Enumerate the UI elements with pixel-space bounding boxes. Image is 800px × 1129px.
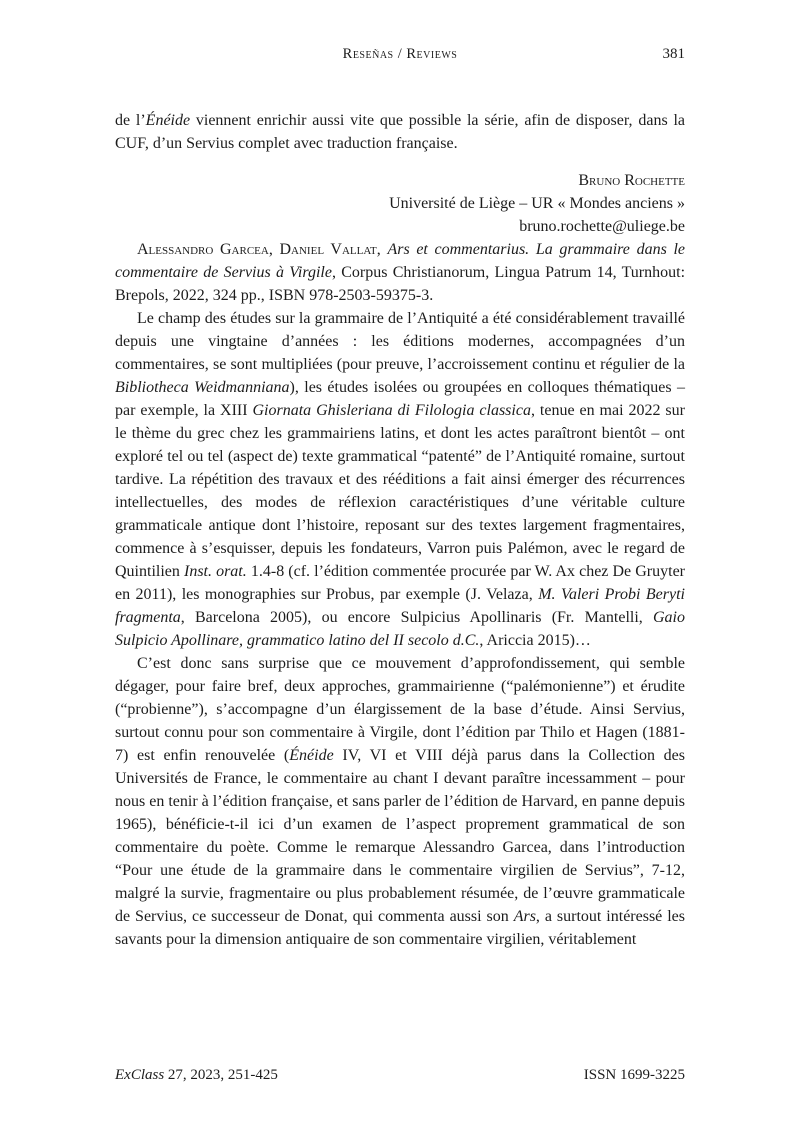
signature-block (115, 169, 685, 238)
section-title: Reseñas / Reviews (342, 46, 458, 62)
issn: ISSN 1699-3225 (583, 1067, 685, 1083)
review-bibliographic-heading: Alessandro Garcea, Daniel Vallat, Ars et commentarius. La grammaire dans le commentaire de Servius à Virgile, Corpus Christianorum, Lingua Patrum 14, Turnhout: Brepols, 2022, 324 pp., ISBN 978-2503-59375-3. (115, 241, 686, 304)
running-head (115, 43, 685, 66)
review-paragraph-1: Le champ des études sur la grammaire de l’Antiquité a été considérablement travaillé depuis une vingtaine d’années : les éditions modernes, accompagnées d’un commentaires, se sont multipliées (pour preuve, l’accroissement continu et régulier de la Bibliotheca Weidmanniana), les études isolées ou groupées en colloques thématiques – par exemple, la XIII Giornata Ghisleriana di Filologia classica, tenue en mai 2022 sur le thème du grec chez les grammairiens latins, et dont les actes paraîtront bientôt – ont exploré tel ou tel (aspect de) texte grammatical “patenté” de l’Antiquité romaine, surtout tardive. La répétition des travaux et des rééditions a fait ainsi émerger des récurrences intellectuelles, des modes de réflexion caractéristiques d’une véritable culture grammaticale antique dont l’histoire, reposant sur des textes largement fragmentaires, commence à s’esquisser, depuis les fondateurs, Varron puis Palémon, avec le regard de Quintilien Inst. orat. 1.4-8 (cf. l’édition commentée procurée par W. Ax chez De Gruyter en 2011), les monographies sur Probus, par exemple (J. Velaza, M. Valeri Probi Beryti fragmenta, Barcelona 2005), ou encore Sulpicius Apollinaris (Fr. Mantelli, Gaio Sulpicio Apollinare, grammatico latino del II secolo d.C., Ariccia 2015)… (115, 310, 686, 649)
reviewer-name: Bruno Rochette (578, 172, 685, 189)
reviewer-email: bruno.rochette@uliege.be (519, 218, 685, 235)
previous-review-closing-paragraph: de l’Énéide viennent enrichir aussi vite que possible la série, afin de disposer, dans la CUF, d’un Servius complet avec traduction française. (115, 112, 686, 152)
page-footer (115, 1064, 685, 1087)
journal-citation: ExClass 27, 2023, 251-425 (115, 1067, 278, 1083)
page-number: 381 (662, 46, 685, 62)
reviewer-affiliation: Université de Liège – UR « Mondes anciens » (389, 195, 685, 212)
review-paragraph-2: C’est donc sans surprise que ce mouvement d’approfondissement, qui semble dégager, pour faire bref, deux approches, grammairienne (“palémonienne”) et érudite (“probienne”), s’accompagne d’un élargissement de la base d’étude. Ainsi Servius, surtout connu pour son commentaire à Virgile, dont l’édition par Thilo et Hagen (1881-7) est enfin renouvelée (Énéide IV, VI et VIII déjà parus dans la Collection des Universités de France, le commentaire au chant I devant paraître incessamment – pour nous en tenir à l’édition française, et sans parler de l’édition de Harvard, en panne depuis 1965), bénéficie-t-il ici d’un examen de l’aspect proprement grammatical de son commentaire du poète. Comme le remarque Alessandro Garcea, dans l’introduction “Pour une étude de la grammaire dans le commentaire virgilien de Servius”, 7-12, malgré la survie, fragmentaire ou plus probablement résumée, de l’œuvre grammaticale de Servius, ce successeur de Donat, qui commenta aussi son Ars, a surtout intéressé les savants pour la dimension antiquaire de son commentaire virgilien, véritablement (115, 655, 686, 948)
page-body (115, 109, 685, 951)
